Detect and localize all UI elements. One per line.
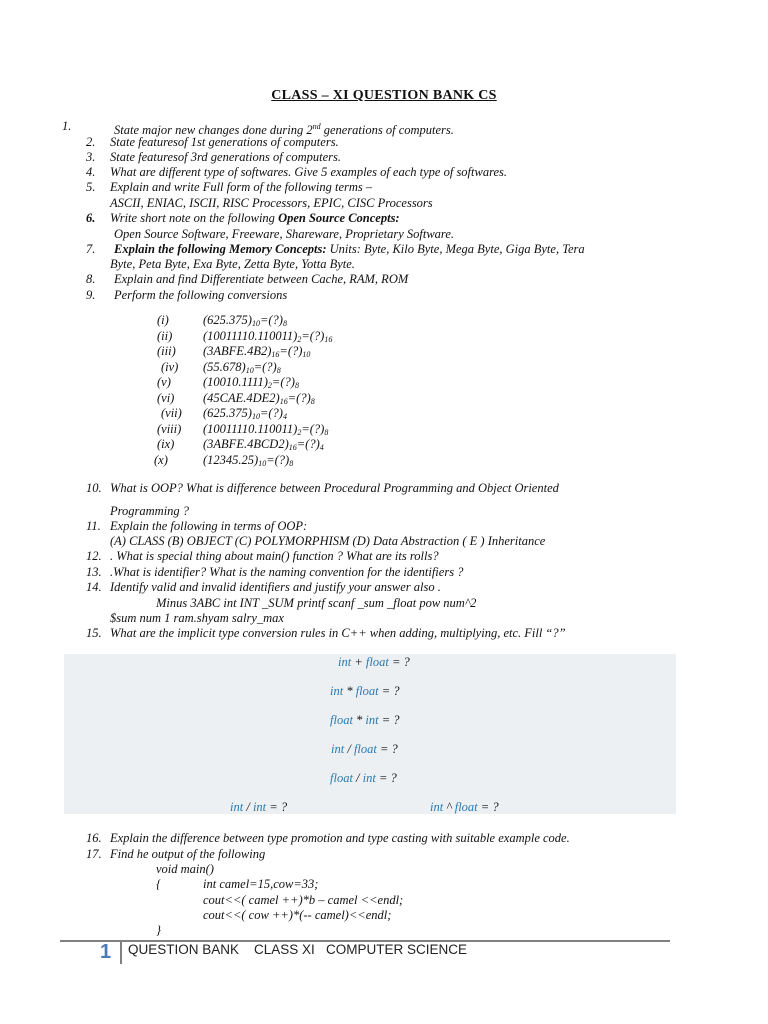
code-line: int * float = ?: [330, 684, 400, 698]
code-line: int ^ float = ?: [430, 800, 499, 814]
question-5-terms: ASCII, ENIAC, ISCII, RISC Processors, EPIC, CISC Processors: [110, 196, 433, 210]
question-11-items: (A) CLASS (B) OBJECT (C) POLYMORPHISM (D) Data Abstraction ( E ) Inheritance: [110, 534, 546, 548]
footer-separator: [120, 942, 122, 964]
code-line: float * int = ?: [330, 713, 400, 727]
code-cout-2: cout<<( cow ++)*(-- camel)<<endl;: [203, 908, 392, 922]
code-line: int / int = ?: [230, 800, 288, 814]
document-page: CLASS – XI QUESTION BANK CS 1. State major new changes done during 2nd generations of computers. 2. State featuresof 1st generations of computers. 3. State featuresof 3rd generations of computers. 4. What are different type of softwares. Give 5 examples of each type of softwares. 5. Explain and write Full form of the following terms – ASCII, ENIAC, ISCII, RISC Processors, EPIC, CISC Processors 6. Write short note on the following Open Source Concepts: Open Source Software, Freeware, Shareware, Proprietary Software. 7. Explain the following Memory Concepts: Units: Byte, Kilo Byte, Mega Byte, Giga Byte, Tera Byte, Peta Byte, Exa Byte, Zetta Byte, Yotta Byte. 8. Explain and find Differentiate between Cache, RAM, ROM 9. Perform the following conversions (i) $(625.375)_{10}=(?)_8$ (ii) $(10011110.110011)_2=(?)_{16}$ (iii) $(3ABFE.4B2)_{16}=(?)_{10}$ (iv) $(55.678)_{10}=(?)_8$ (v) $(10010.1111)_2=(?)_8$ (vi) $(45CAE.4DE2)_{16}=(?)_8$ (vii) $(625.375)_{10}=(?)_4$ (viii) $(10011110.110011)_2=(?)_8$ (ix) $(3ABFE.4BCD2)_{16}=(?)_4$ (x) $(12345.25)_{10}=(?)_8$ 10. What is OOP? What is difference between Procedural Programming and Object Oriented Programming ? 11. Explain the following in terms of OOP: (A) CLASS (B) OBJECT (C) POLYMORPHISM (D) Data Abstraction ( E ) Inheritance 12. . What is special thing about main() function ? What are its rolls? 13. .What is identifier? What is the naming convention for the identifiers ? 14. Identify valid and invalid identifiers and justify your answer also . Minus 3ABC int INT _SUM printf scanf _sum _float pow num^2 $sum num 1 ram.shyam salry_max 15. What are the implicit type conversion rules in C++ when adding, multiplying, etc. Fill “?” int + float = ? int * float = ? float * int = ? int / float = ? float / int = ? int / int = ? int ^ float = ? 16. Explain the difference between type promotion and type casting with suitable example code. 17. Find he output of the following void main() { int camel=15,cow=33; cout<<( camel ++)*b – camel <<endl; cout<<( cow ++)*(-- camel)<<endl; } 1 QUESTION BANK CLASS XI COMPUTER SCIENCE: [0, 0, 768, 1024]
code-cout-1: cout<<( camel ++)*b – camel <<endl;: [203, 893, 404, 907]
code-void-main: void main(): [156, 862, 214, 876]
page-title: CLASS – XI QUESTION BANK CS: [271, 88, 497, 103]
code-declaration: int camel=15,cow=33;: [203, 877, 319, 891]
code-line: int + float = ?: [338, 655, 410, 669]
code-open-brace: {: [156, 877, 161, 891]
footer-text: QUESTION BANK CLASS XI COMPUTER SCIENCE: [128, 942, 468, 957]
code-block: [64, 654, 676, 814]
code-line: float / int = ?: [330, 771, 397, 785]
question-10-cont: Programming ?: [110, 504, 190, 518]
question-7-units: Byte, Peta Byte, Exa Byte, Zetta Byte, Yotta Byte.: [110, 257, 355, 271]
code-close-brace: }: [156, 923, 161, 937]
question-6-items: Open Source Software, Freeware, Shareware, Proprietary Software.: [114, 227, 454, 241]
identifier-row-1: Minus 3ABC int INT _SUM printf scanf _sum _float pow num^2: [156, 596, 477, 610]
code-line: int / float = ?: [331, 742, 398, 756]
identifier-row-2: $sum num 1 ram.shyam salry_max: [110, 611, 284, 625]
page-number: 1: [100, 941, 112, 963]
